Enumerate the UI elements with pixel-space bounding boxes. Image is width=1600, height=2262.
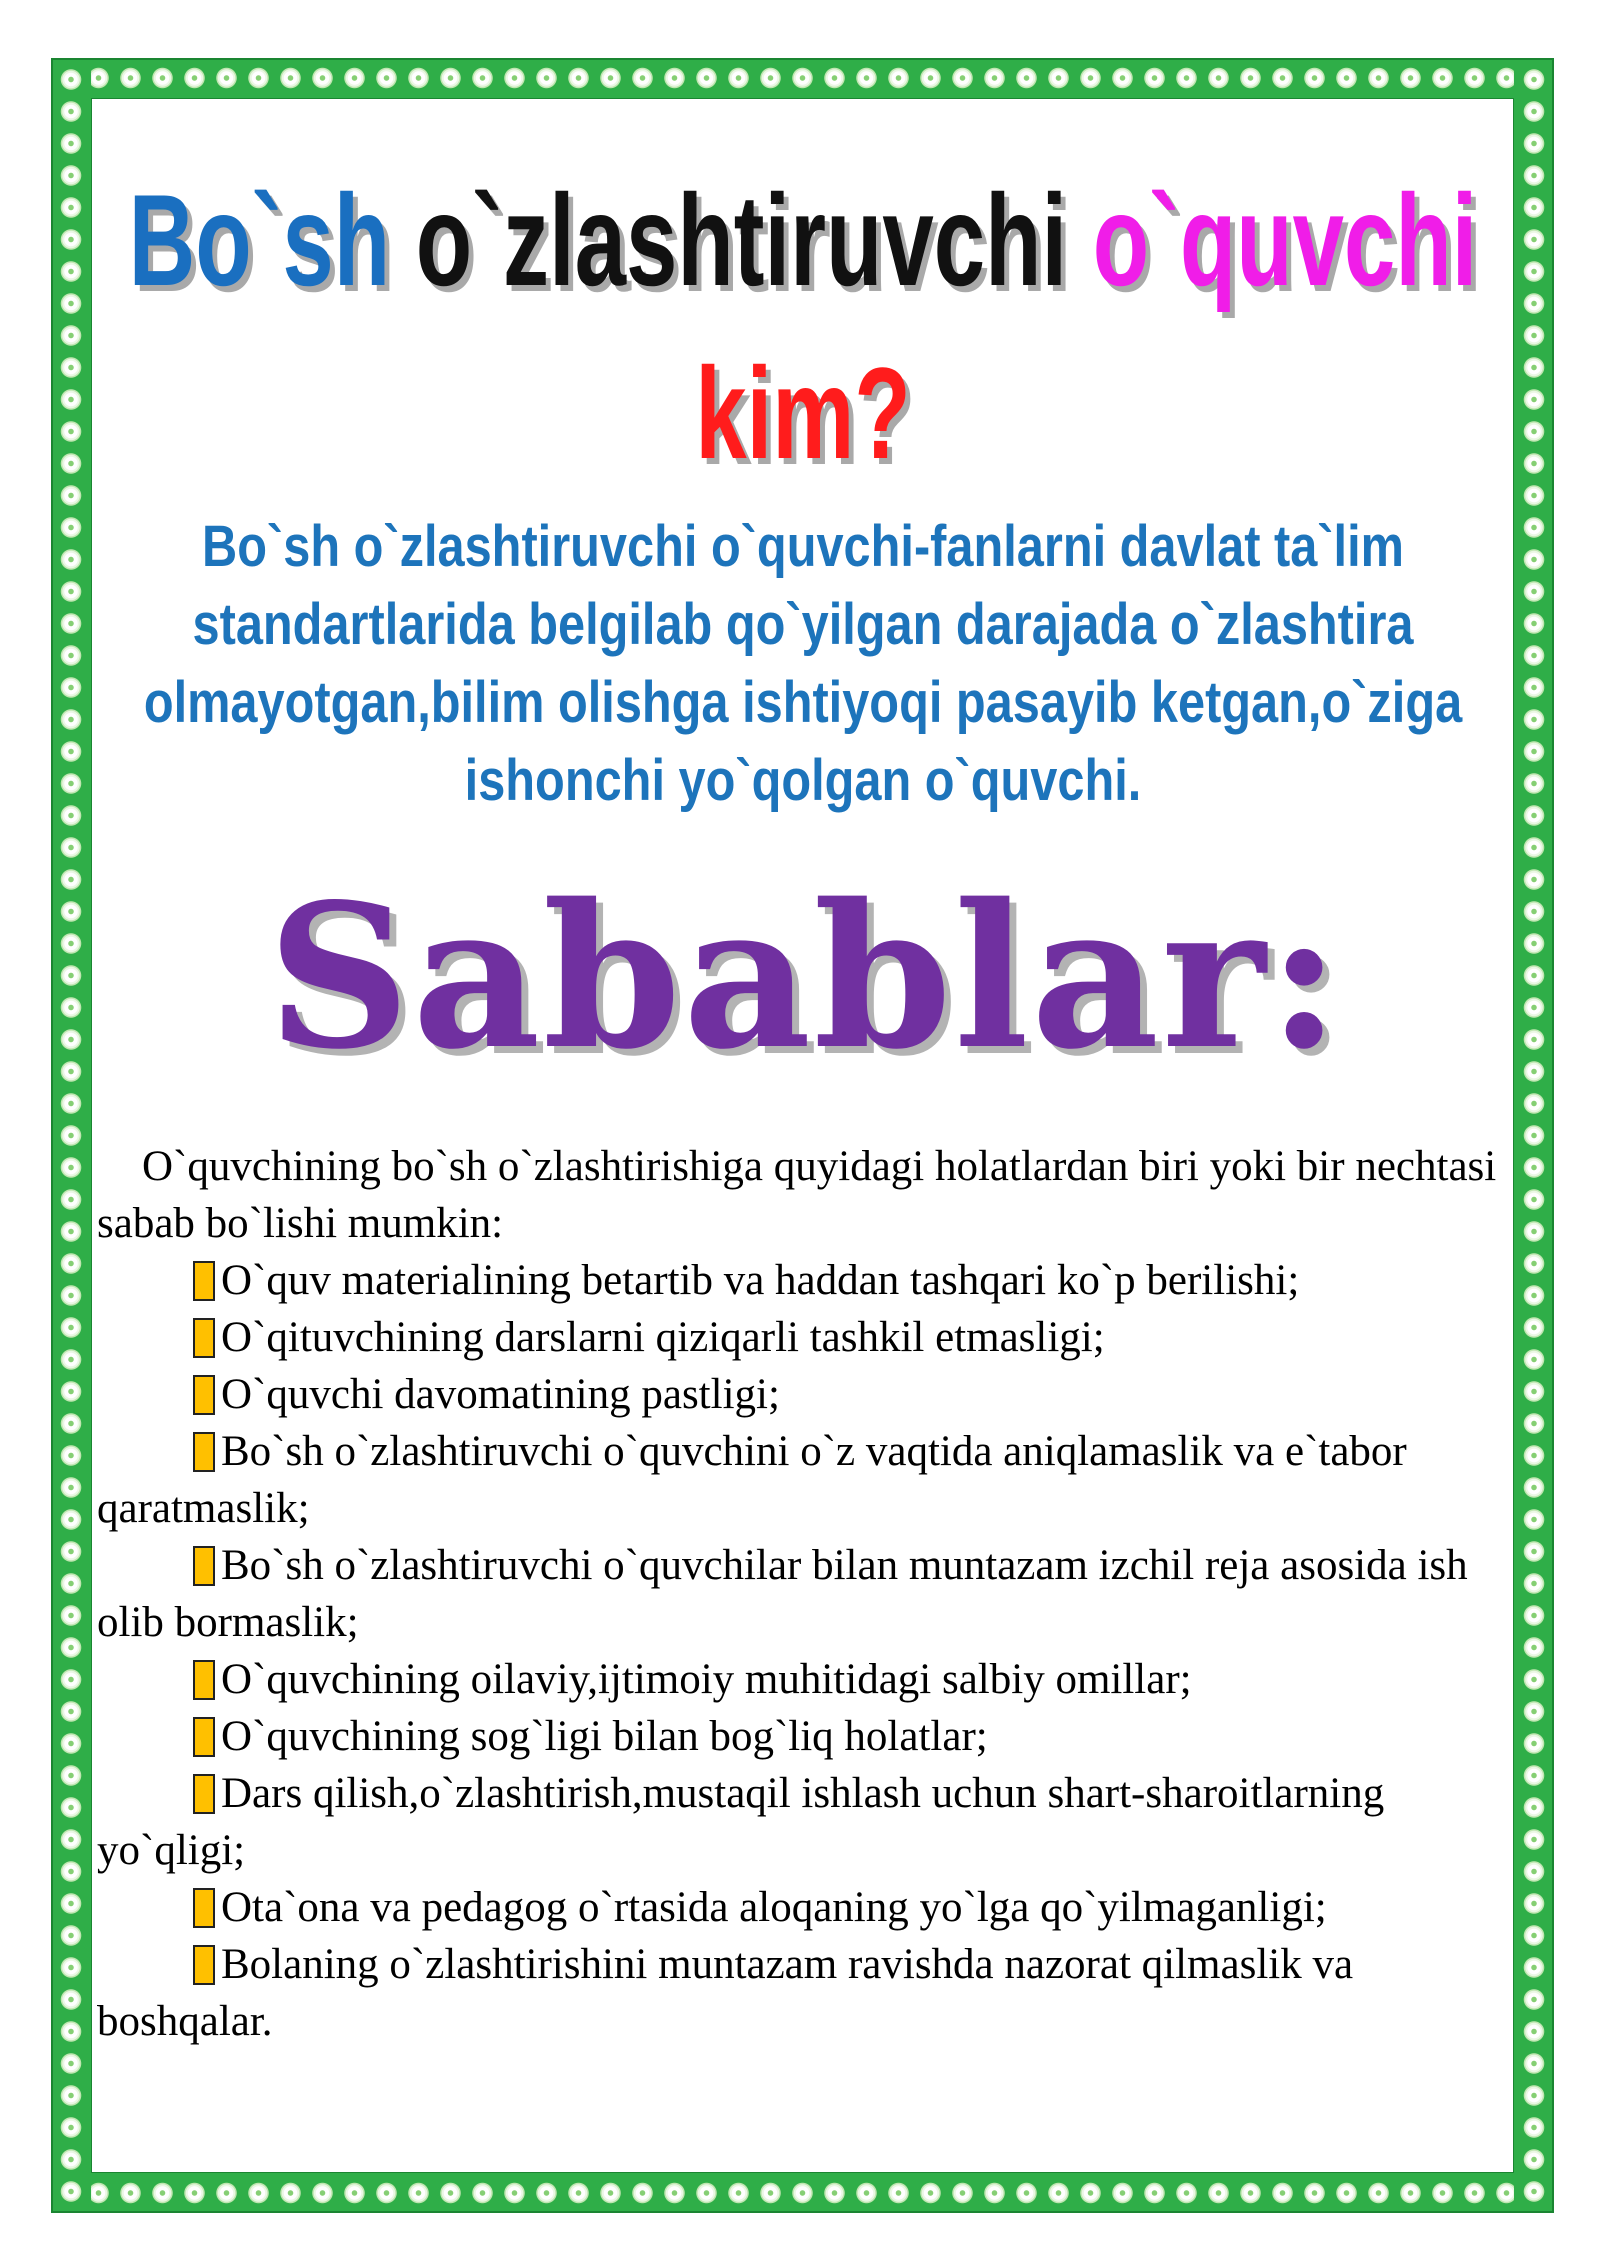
definition-line: standartlarida belgilab qo`yilgan darajada o`zlashtira xyxy=(192,592,1414,657)
bullet-icon xyxy=(193,1717,215,1757)
title-word-blue: Bo`sh xyxy=(128,167,391,313)
reason-item xyxy=(97,1309,1512,1366)
reason-item xyxy=(97,1252,1512,1309)
title-question: kim? xyxy=(695,340,911,486)
reason-item xyxy=(97,1651,1512,1708)
reason-text: Bo`sh o`zlashtiruvchi o`quvchilar bilan muntazam izchil reja asosida ish olib bormaslik; xyxy=(97,1542,1468,1646)
reason-item xyxy=(97,1879,1512,1936)
reason-text: Dars qilish,o`zlashtirish,mustaqil ishlash uchun shart-sharoitlarning yo`qligi; xyxy=(97,1770,1385,1874)
reason-item xyxy=(97,1765,1512,1879)
bullet-icon xyxy=(193,1432,215,1472)
bullet-icon xyxy=(193,1546,215,1586)
bullet-icon xyxy=(193,1774,215,1814)
reason-text: Bo`sh o`zlashtiruvchi o`quvchini o`z vaqtida aniqlamaslik va e`tabor qaratmaslik; xyxy=(97,1428,1407,1532)
page-title xyxy=(128,167,1478,313)
title-word-magenta: o`quvchi xyxy=(1092,167,1478,313)
reason-text: O`qituvchining darslarni qiziqarli tashkil etmasligi; xyxy=(221,1314,1105,1361)
title-word-black: o`zlashtiruvchi xyxy=(415,167,1068,313)
bullet-icon xyxy=(193,1888,215,1928)
reason-text: O`quvchi davomatining pastligi; xyxy=(221,1371,780,1418)
bullet-icon xyxy=(193,1660,215,1700)
reasons-heading: Sabablar: xyxy=(267,860,1343,1093)
bullet-icon xyxy=(193,1261,215,1301)
bullet-icon xyxy=(193,1945,215,1985)
reason-item xyxy=(97,1423,1512,1537)
definition-line: ishonchi yo`qolgan o`quvchi. xyxy=(464,748,1142,813)
reason-item xyxy=(97,1537,1512,1651)
reason-item xyxy=(97,1708,1512,1765)
bullet-icon xyxy=(193,1375,215,1415)
reason-text: O`quv materialining betartib va haddan tashqari ko`p berilishi; xyxy=(221,1257,1300,1304)
definition-line: Bo`sh o`zlashtiruvchi o`quvchi-fanlarni davlat ta`lim xyxy=(202,514,1404,579)
reason-item xyxy=(97,1936,1512,2050)
reason-text: Ota`ona va pedagog o`rtasida aloqaning yo`lga qo`yilmaganligi; xyxy=(221,1884,1327,1931)
reason-text: O`quvchining sog`ligi bilan bog`liq holatlar; xyxy=(221,1713,988,1760)
reason-item xyxy=(97,1366,1512,1423)
reason-text: Bolaning o`zlashtirishini muntazam ravishda nazorat qilmaslik va boshqalar. xyxy=(97,1941,1354,2045)
definition-line: olmayotgan,bilim olishga ishtiyoqi pasayib ketgan,o`ziga xyxy=(143,670,1463,735)
bullet-icon xyxy=(193,1318,215,1358)
reason-text: O`quvchining oilaviy,ijtimoiy muhitidagi salbiy omillar; xyxy=(221,1656,1192,1703)
reasons-intro: O`quvchining bo`sh o`zlashtirishiga quyidagi holatlardan biri yoki bir nechtasi sabab bo`lishi mumkin: xyxy=(97,1143,1497,1247)
reasons-body xyxy=(97,1138,1512,2050)
